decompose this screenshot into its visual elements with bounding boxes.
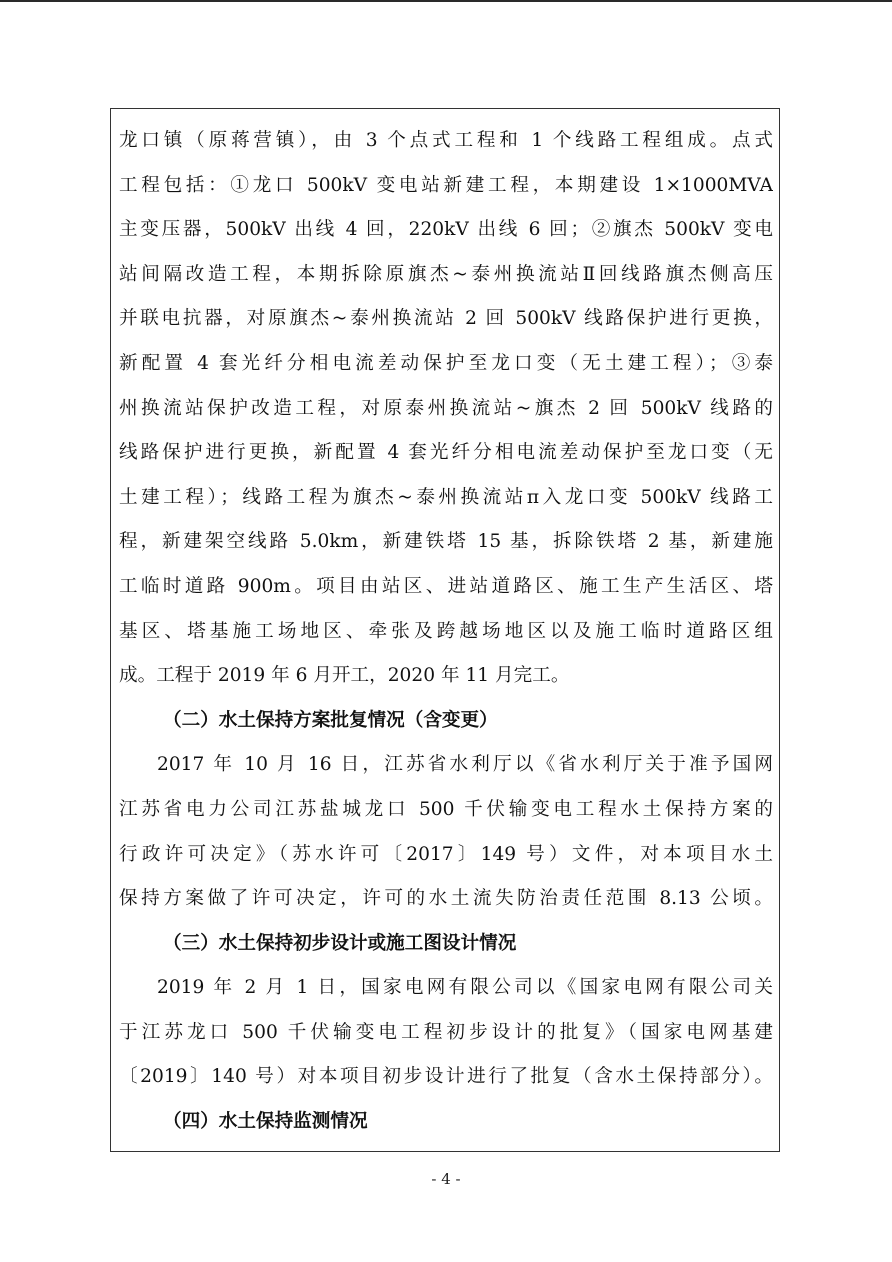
body-text-line: 〔2019〕140 号）对本项目初步设计进行了批复（含水土保持部分）。 bbox=[119, 1066, 773, 1088]
body-text-line: 基区、塔基施工场地区、牵张及跨越场地区以及施工临时道路区组 bbox=[119, 620, 773, 642]
body-text-line: 江苏省电力公司江苏盐城龙口 500 千伏输变电工程水土保持方案的 bbox=[119, 798, 773, 820]
body-text-line: 2019 年 2 月 1 日，国家电网有限公司以《国家电网有限公司关 bbox=[157, 977, 773, 999]
body-text-line: 州换流站保护改造工程，对原泰州换流站~旗杰 2 回 500kV 线路的 bbox=[119, 397, 773, 419]
body-text-line: 站间隔改造工程，本期拆除原旗杰~泰州换流站Ⅱ回线路旗杰侧高压 bbox=[119, 263, 773, 285]
body-text-line: 于江苏龙口 500 千伏输变电工程初步设计的批复》（国家电网基建 bbox=[119, 1021, 773, 1043]
body-text-line bbox=[119, 1145, 773, 1152]
body-text-line: 2017 年 10 月 16 日，江苏省水利厅以《省水利厅关于准予国网 bbox=[157, 754, 773, 776]
body-text-line: 成。工程于 2019 年 6 月开工，2020 年 11 月完工。 bbox=[119, 665, 570, 687]
top-border-rule bbox=[0, 0, 892, 2]
body-text-line: 主变压器，500kV 出线 4 回，220kV 出线 6 回；②旗杰 500kV 变电 bbox=[119, 219, 773, 241]
report-body bbox=[119, 119, 773, 1152]
body-text-line: 工临时道路 900m。项目由站区、进站道路区、施工生产生活区、塔 bbox=[119, 575, 773, 597]
report-frame bbox=[110, 108, 780, 1152]
body-text-line: 程，新建架空线路 5.0km，新建铁塔 15 基，拆除铁塔 2 基，新建施 bbox=[119, 531, 773, 553]
body-text-line: 土建工程）；线路工程为旗杰~泰州换流站π入龙口变 500kV 线路工 bbox=[119, 486, 773, 508]
body-text-line: 行政许可决定》（苏水许可〔2017〕149 号）文件，对本项目水土 bbox=[119, 843, 773, 865]
section-heading: （二）水土保持方案批复情况（含变更） bbox=[163, 709, 498, 731]
body-text-line: 龙口镇（原蒋营镇），由 3 个点式工程和 1 个线路工程组成。点式 bbox=[119, 130, 773, 151]
body-text-line: 并联电抗器，对原旗杰~泰州换流站 2 回 500kV 线路保护进行更换， bbox=[119, 308, 773, 330]
body-text-line: 保持方案做了许可决定，许可的水土流失防治责任范围 8.13 公顷。 bbox=[119, 888, 773, 910]
body-text-line: 新配置 4 套光纤分相电流差动保护至龙口变（无土建工程）；③泰 bbox=[119, 352, 773, 374]
body-text-line: 线路保护进行更换，新配置 4 套光纤分相电流差动保护至龙口变（无 bbox=[119, 442, 773, 464]
page-number: - 4 - bbox=[431, 1170, 461, 1188]
body-text-line: 工程包括：①龙口 500kV 变电站新建工程，本期建设 1×1000MVA bbox=[119, 174, 773, 196]
section-heading: （四）水土保持监测情况 bbox=[163, 1111, 368, 1133]
section-heading: （三）水土保持初步设计或施工图设计情况 bbox=[163, 932, 517, 954]
